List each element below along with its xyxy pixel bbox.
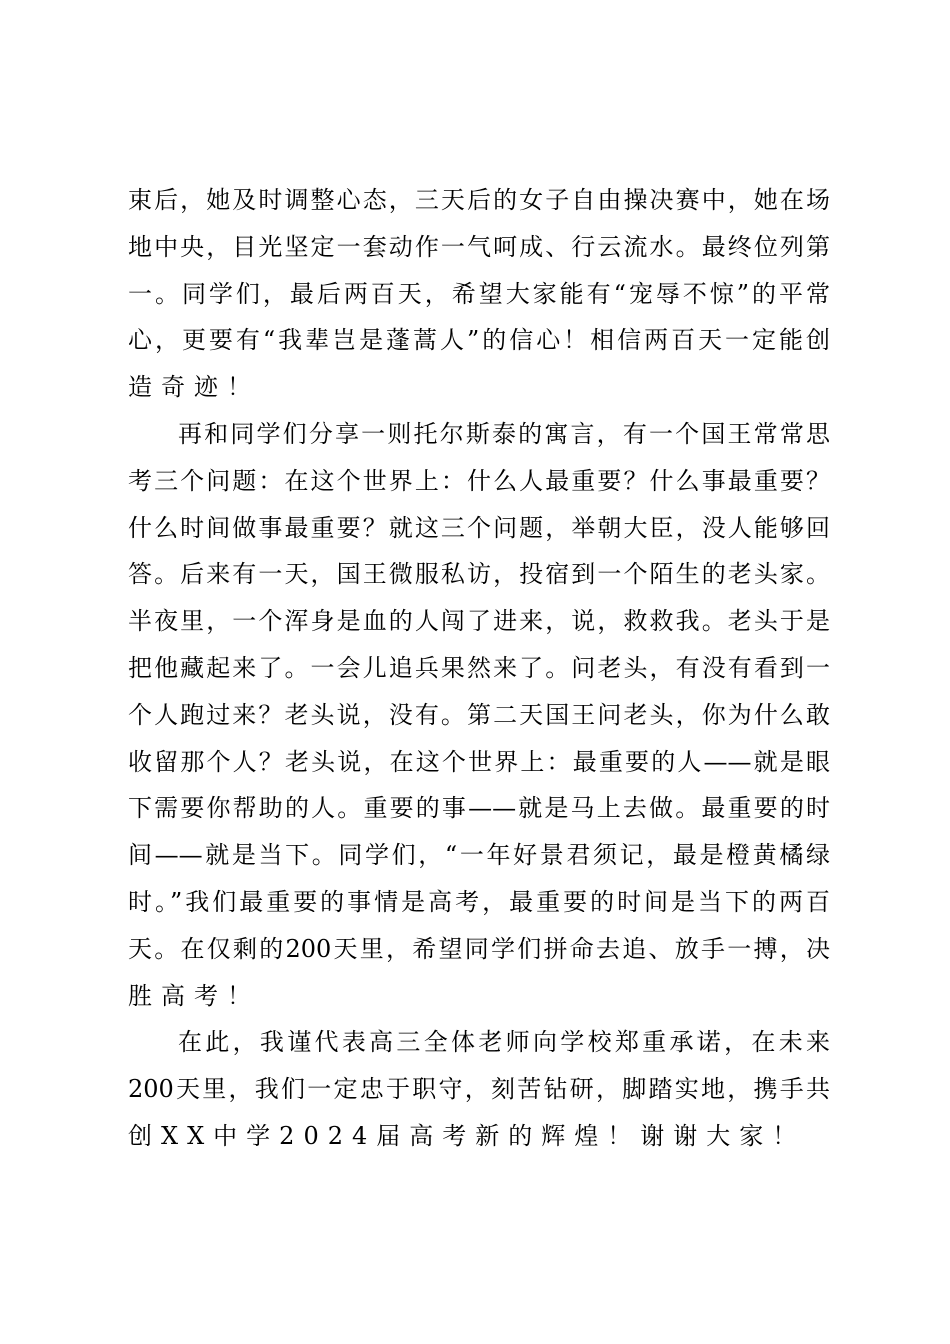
text-line: 创XX中学2024届高考新的辉煌！谢谢大家！ (128, 1121, 806, 1150)
text-line: 考三个问题：在这个世界上：什么人最重要？什么事最重要？ (128, 466, 830, 495)
text-line: 胜高考！ (128, 981, 260, 1010)
text-line: 下需要你帮助的人。重要的事——就是马上去做。最重要的时 (128, 794, 830, 823)
paragraph-2 (128, 411, 830, 1019)
paragraph-3 (128, 1019, 830, 1159)
text-line: 收留那个人？老头说，在这个世界上：最重要的人——就是眼 (128, 747, 830, 776)
text-line: 时。”我们最重要的事情是高考，最重要的时间是当下的两百 (128, 887, 830, 916)
text-line: 个人跑过来？老头说，没有。第二天国王问老头，你为什么敢 (128, 700, 830, 729)
text-line: 束后，她及时调整心态，三天后的女子自由操决赛中，她在场 (128, 186, 830, 214)
text-line: 间——就是当下。同学们，“一年好景君须记，最是橙黄橘绿 (128, 841, 830, 870)
text-line: 答。后来有一天，国王微服私访，投宿到一个陌生的老头家。 (128, 560, 830, 589)
text-line: 造奇迹！ (128, 373, 260, 402)
text-line: 地中央，目光坚定一套动作一气呵成、行云流水。最终位列第 (128, 232, 830, 261)
text-line: 在此，我谨代表高三全体老师向学校郑重承诺，在未来 (178, 1028, 830, 1057)
text-line: 什么时间做事最重要？就这三个问题，举朝大臣，没人能够回 (128, 513, 830, 542)
text-line: 一。同学们，最后两百天，希望大家能有“宠辱不惊”的平常 (128, 279, 830, 308)
text-line: 天。在仅剩的200天里，希望同学们拼命去追、放手一搏，决 (128, 934, 830, 963)
text-line: 再和同学们分享一则托尔斯泰的寓言，有一个国王常常思 (178, 419, 830, 448)
paragraph-1 (128, 177, 830, 411)
document-page (128, 177, 830, 1160)
text-line: 心，更要有“我辈岂是蓬蒿人”的信心！相信两百天一定能创 (128, 326, 830, 355)
text-line: 200天里，我们一定忠于职守，刻苦钻研，脚踏实地，携手共 (128, 1075, 830, 1104)
text-line: 半夜里，一个浑身是血的人闯了进来，说，救救我。老头于是 (128, 607, 830, 636)
text-line: 把他藏起来了。一会儿追兵果然来了。问老头，有没有看到一 (128, 653, 830, 682)
